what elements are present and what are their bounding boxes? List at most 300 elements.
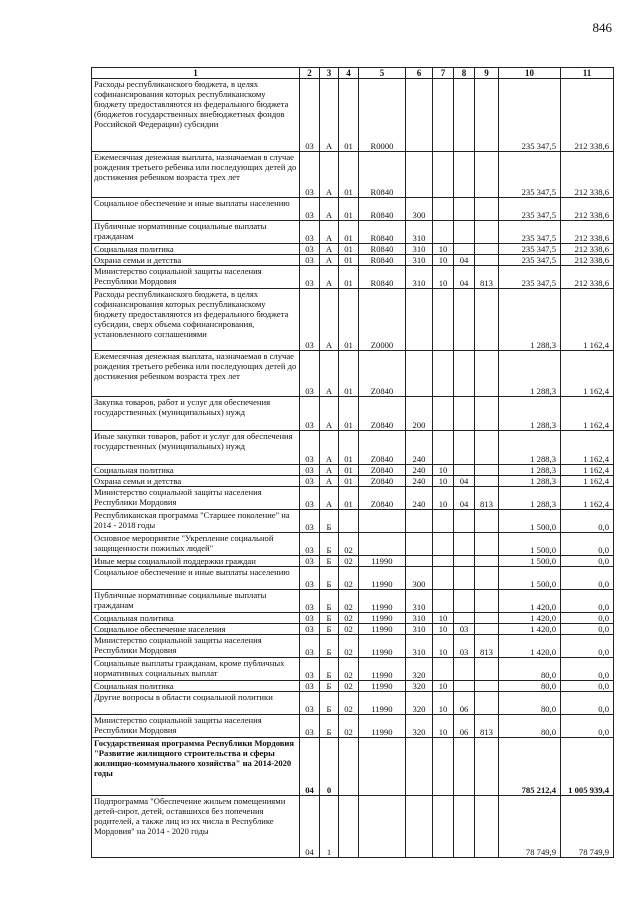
- table-cell: 11990: [359, 658, 406, 681]
- table-row: [92, 510, 614, 533]
- table-cell: 235 347,5: [499, 244, 561, 255]
- table-cell: [454, 590, 475, 613]
- table-cell: 03: [300, 635, 320, 658]
- table-cell: R0840: [359, 198, 406, 221]
- table-cell: [475, 510, 499, 533]
- table-cell: А: [320, 397, 339, 431]
- table-cell: А: [320, 465, 339, 476]
- table-cell: [433, 397, 454, 431]
- table-cell: 10: [433, 624, 454, 635]
- page-number: 846: [592, 20, 612, 35]
- table-cell: Социальная политика: [92, 465, 300, 476]
- table-cell: 10: [433, 692, 454, 715]
- column-header: 9: [475, 68, 499, 79]
- table-cell: Республиканская программа "Старшее поколение" на 2014 - 2018 годы: [92, 510, 300, 533]
- table-cell: 11990: [359, 613, 406, 624]
- table-cell: 11990: [359, 635, 406, 658]
- table-cell: [475, 79, 499, 152]
- table-cell: 01: [339, 198, 359, 221]
- table-cell: R0840: [359, 255, 406, 266]
- table-cell: 1 500,0: [499, 510, 561, 533]
- table-cell: Иные меры социальной поддержки граждан: [92, 556, 300, 567]
- table-cell: 320: [406, 715, 433, 738]
- table-cell: [475, 692, 499, 715]
- table-cell: 1 420,0: [499, 635, 561, 658]
- table-cell: Охрана семьи и детства: [92, 255, 300, 266]
- table-cell: 03: [300, 613, 320, 624]
- table-row: [92, 198, 614, 221]
- table-cell: 03: [300, 692, 320, 715]
- table-cell: Z0840: [359, 476, 406, 487]
- table-cell: А: [320, 255, 339, 266]
- table-cell: 01: [339, 289, 359, 351]
- table-cell: Основное мероприятие "Укрепление социальной защищенности пожилых людей": [92, 533, 300, 556]
- table-cell: [454, 244, 475, 255]
- table-cell: Социальная политика: [92, 681, 300, 692]
- table-cell: [359, 796, 406, 858]
- table-cell: 310: [406, 244, 433, 255]
- table-cell: Министерство социальной защиты населения Республики Мордовия: [92, 715, 300, 738]
- table-cell: Социальная политика: [92, 613, 300, 624]
- table-cell: [406, 738, 433, 796]
- table-cell: [454, 658, 475, 681]
- table-cell: 1 288,3: [499, 431, 561, 465]
- table-cell: 02: [339, 590, 359, 613]
- column-header: 11: [561, 68, 614, 79]
- table-row: [92, 255, 614, 266]
- table-cell: Социальное обеспечение и иные выплаты населению: [92, 567, 300, 590]
- table-cell: 240: [406, 465, 433, 476]
- table-cell: 03: [300, 351, 320, 397]
- table-cell: [433, 796, 454, 858]
- table-row: [92, 152, 614, 198]
- table-cell: 03: [300, 255, 320, 266]
- table-cell: 01: [339, 244, 359, 255]
- table-cell: 03: [300, 79, 320, 152]
- table-cell: 320: [406, 692, 433, 715]
- table-cell: 1 500,0: [499, 533, 561, 556]
- table-cell: Б: [320, 556, 339, 567]
- table-row: [92, 635, 614, 658]
- table-cell: [433, 510, 454, 533]
- table-cell: Z0840: [359, 465, 406, 476]
- table-cell: 310: [406, 590, 433, 613]
- table-cell: А: [320, 431, 339, 465]
- table-cell: 03: [300, 681, 320, 692]
- table-cell: R0000: [359, 79, 406, 152]
- table-cell: 240: [406, 476, 433, 487]
- table-cell: 235 347,5: [499, 255, 561, 266]
- table-cell: 200: [406, 397, 433, 431]
- column-header: 7: [433, 68, 454, 79]
- column-header: 1: [92, 68, 300, 79]
- table-cell: А: [320, 244, 339, 255]
- table-cell: 10: [433, 244, 454, 255]
- table-cell: 235 347,5: [499, 198, 561, 221]
- table-cell: 80,0: [499, 715, 561, 738]
- table-cell: 1 162,4: [561, 487, 614, 510]
- table-cell: Министерство социальной защиты населения Республики Мордовия: [92, 635, 300, 658]
- table-cell: 02: [339, 567, 359, 590]
- table-cell: 235 347,5: [499, 266, 561, 289]
- table-cell: 1 420,0: [499, 624, 561, 635]
- table-cell: [475, 221, 499, 244]
- table-cell: Социальная политика: [92, 244, 300, 255]
- table-cell: [454, 152, 475, 198]
- table-cell: 0,0: [561, 715, 614, 738]
- table-cell: 02: [339, 681, 359, 692]
- table-row: [92, 556, 614, 567]
- table-cell: 10: [433, 487, 454, 510]
- table-cell: [475, 351, 499, 397]
- table-cell: А: [320, 487, 339, 510]
- table-cell: 0,0: [561, 510, 614, 533]
- table-cell: 0,0: [561, 658, 614, 681]
- table-row: [92, 266, 614, 289]
- table-cell: [475, 289, 499, 351]
- table-cell: [454, 567, 475, 590]
- table-cell: 02: [339, 715, 359, 738]
- table-cell: Подпрограмма "Обеспечение жильем помещениями детей-сирот, детей, оставшихся без попечения родителей, а также лиц из их числа в Республике Мордовия" на 2014 - 2020 годы: [92, 796, 300, 858]
- table-cell: 78 749,9: [561, 796, 614, 858]
- table-cell: R0840: [359, 221, 406, 244]
- table-cell: 10: [433, 613, 454, 624]
- table-cell: 03: [300, 152, 320, 198]
- table-cell: Закупка товаров, работ и услуг для обеспечения государственных (муниципальных) нужд: [92, 397, 300, 431]
- table-cell: 1 420,0: [499, 613, 561, 624]
- table-cell: [454, 397, 475, 431]
- table-row: [92, 487, 614, 510]
- table-cell: Б: [320, 624, 339, 635]
- budget-table: [91, 67, 614, 858]
- table-cell: Ежемесячная денежная выплата, назначаемая в случае рождения третьего ребенка или последующих детей до достижения ребенком возраста трех лет: [92, 152, 300, 198]
- column-header: 8: [454, 68, 475, 79]
- table-cell: 10: [433, 476, 454, 487]
- table-row: [92, 289, 614, 351]
- table-cell: 300: [406, 567, 433, 590]
- table-cell: Б: [320, 567, 339, 590]
- table-cell: [454, 533, 475, 556]
- table-cell: 310: [406, 635, 433, 658]
- table-cell: Социальное обеспечение и иные выплаты населению: [92, 198, 300, 221]
- table-row: [92, 624, 614, 635]
- table-cell: [454, 556, 475, 567]
- table-cell: [454, 681, 475, 692]
- table-cell: 04: [454, 476, 475, 487]
- table-cell: [475, 476, 499, 487]
- table-cell: 1: [320, 796, 339, 858]
- table-cell: 03: [300, 715, 320, 738]
- table-cell: 03: [454, 624, 475, 635]
- column-header: 6: [406, 68, 433, 79]
- table-cell: [475, 590, 499, 613]
- table-row: [92, 476, 614, 487]
- table-cell: Министерство социальной защиты населения Республики Мордовия: [92, 487, 300, 510]
- table-cell: 02: [339, 692, 359, 715]
- table-cell: 310: [406, 221, 433, 244]
- table-cell: А: [320, 476, 339, 487]
- table-cell: 1 162,4: [561, 397, 614, 431]
- table-cell: 01: [339, 152, 359, 198]
- table-cell: Расходы республиканского бюджета, в целях софинансирования которых республиканскому бюджету предоставляются из федерального бюджета (бюджетов государственных внебюджетных фондов Российской Федерации) субсидии: [92, 79, 300, 152]
- table-cell: [406, 289, 433, 351]
- table-cell: 240: [406, 431, 433, 465]
- table-cell: 1 288,3: [499, 476, 561, 487]
- table-cell: 212 338,6: [561, 255, 614, 266]
- table-cell: А: [320, 289, 339, 351]
- table-cell: [359, 533, 406, 556]
- table-cell: 1 162,4: [561, 431, 614, 465]
- table-cell: [475, 152, 499, 198]
- table-cell: 0,0: [561, 613, 614, 624]
- table-cell: 01: [339, 351, 359, 397]
- table-row: [92, 658, 614, 681]
- table-cell: 01: [339, 476, 359, 487]
- table-cell: Б: [320, 715, 339, 738]
- table-cell: 02: [339, 533, 359, 556]
- table-cell: 1 288,3: [499, 487, 561, 510]
- table-cell: 03: [300, 465, 320, 476]
- table-row: [92, 567, 614, 590]
- table-cell: 01: [339, 431, 359, 465]
- table-cell: 06: [454, 692, 475, 715]
- table-cell: 0,0: [561, 567, 614, 590]
- table-cell: 1 288,3: [499, 289, 561, 351]
- table-cell: 11990: [359, 590, 406, 613]
- table-cell: 813: [475, 487, 499, 510]
- table-cell: [475, 624, 499, 635]
- table-cell: 1 288,3: [499, 351, 561, 397]
- table-cell: 03: [300, 590, 320, 613]
- table-cell: [433, 590, 454, 613]
- table-cell: 03: [300, 431, 320, 465]
- table-cell: Расходы республиканского бюджета, в целях софинансирования которых республиканскому бюджету предоставляются из федерального бюджета субсидии, сверх объема софинансирования, установленного соглашениями: [92, 289, 300, 351]
- table-cell: 80,0: [499, 692, 561, 715]
- table-row: [92, 533, 614, 556]
- column-header: 5: [359, 68, 406, 79]
- table-row: [92, 79, 614, 152]
- table-row: [92, 738, 614, 796]
- table-cell: 10: [433, 635, 454, 658]
- table-cell: 310: [406, 255, 433, 266]
- table-cell: Б: [320, 681, 339, 692]
- table-cell: Б: [320, 613, 339, 624]
- table-cell: [475, 533, 499, 556]
- table-cell: 1 162,4: [561, 476, 614, 487]
- table-cell: 03: [300, 397, 320, 431]
- table-cell: [406, 796, 433, 858]
- table-cell: 10: [433, 266, 454, 289]
- table-cell: R0840: [359, 266, 406, 289]
- table-cell: Б: [320, 635, 339, 658]
- table-cell: [433, 556, 454, 567]
- table-cell: А: [320, 152, 339, 198]
- table-cell: 1 005 939,4: [561, 738, 614, 796]
- table-cell: [475, 796, 499, 858]
- table-cell: 03: [454, 635, 475, 658]
- table-cell: Другие вопросы в области социальной политики: [92, 692, 300, 715]
- table-row: [92, 715, 614, 738]
- table-cell: 0,0: [561, 635, 614, 658]
- table-cell: 813: [475, 266, 499, 289]
- table-cell: 11990: [359, 692, 406, 715]
- table-cell: [475, 431, 499, 465]
- table-cell: Z0840: [359, 397, 406, 431]
- table-row: [92, 796, 614, 858]
- table-cell: [406, 556, 433, 567]
- table-cell: 0,0: [561, 533, 614, 556]
- table-cell: А: [320, 221, 339, 244]
- table-cell: 10: [433, 255, 454, 266]
- table-cell: [433, 79, 454, 152]
- table-cell: 11990: [359, 624, 406, 635]
- table-cell: [475, 567, 499, 590]
- table-cell: 212 338,6: [561, 244, 614, 255]
- table-cell: 1 420,0: [499, 590, 561, 613]
- table-cell: 04: [454, 266, 475, 289]
- table-cell: 1 500,0: [499, 567, 561, 590]
- table-row: [92, 465, 614, 476]
- table-cell: 240: [406, 487, 433, 510]
- table-cell: Б: [320, 533, 339, 556]
- table-cell: 03: [300, 624, 320, 635]
- table-cell: 03: [300, 533, 320, 556]
- table-cell: 11990: [359, 567, 406, 590]
- table-cell: [475, 397, 499, 431]
- table-cell: [454, 796, 475, 858]
- table-cell: Б: [320, 658, 339, 681]
- column-header: 4: [339, 68, 359, 79]
- table-row: [92, 397, 614, 431]
- table-cell: [433, 152, 454, 198]
- table-cell: А: [320, 79, 339, 152]
- table-cell: 11990: [359, 556, 406, 567]
- table-row: [92, 613, 614, 624]
- table-cell: R0840: [359, 152, 406, 198]
- table-cell: 212 338,6: [561, 152, 614, 198]
- table-cell: 212 338,6: [561, 198, 614, 221]
- table-cell: [406, 510, 433, 533]
- table-cell: 11990: [359, 681, 406, 692]
- table-cell: 1 162,4: [561, 351, 614, 397]
- table-cell: 10: [433, 681, 454, 692]
- table-cell: [433, 738, 454, 796]
- table-cell: 01: [339, 79, 359, 152]
- table-cell: 235 347,5: [499, 221, 561, 244]
- table-cell: 0: [320, 738, 339, 796]
- table-cell: 10: [433, 715, 454, 738]
- table-cell: 01: [339, 465, 359, 476]
- table-cell: 235 347,5: [499, 152, 561, 198]
- table-cell: [433, 658, 454, 681]
- table-cell: 320: [406, 681, 433, 692]
- table-cell: 78 749,9: [499, 796, 561, 858]
- table-cell: 02: [339, 658, 359, 681]
- table-cell: [454, 289, 475, 351]
- table-cell: 04: [300, 738, 320, 796]
- table-cell: Государственная программа Республики Мордовия "Развитие жилищного строительства и сферы жилищно-коммунального хозяйства" на 2014-2020 годы: [92, 738, 300, 796]
- header-row: [92, 68, 614, 79]
- table-cell: [475, 244, 499, 255]
- column-header: 10: [499, 68, 561, 79]
- table-row: [92, 692, 614, 715]
- table-cell: 813: [475, 715, 499, 738]
- table-cell: [454, 79, 475, 152]
- table-cell: 1 162,4: [561, 289, 614, 351]
- table-cell: 06: [454, 715, 475, 738]
- table-cell: [359, 738, 406, 796]
- table-cell: [454, 431, 475, 465]
- table-row: [92, 431, 614, 465]
- table-cell: [475, 681, 499, 692]
- table-cell: 03: [300, 510, 320, 533]
- table-cell: 01: [339, 221, 359, 244]
- table-cell: 785 212,4: [499, 738, 561, 796]
- table-cell: [454, 198, 475, 221]
- table-cell: [433, 221, 454, 244]
- table-cell: Z0840: [359, 431, 406, 465]
- table-cell: 0,0: [561, 624, 614, 635]
- table-cell: [359, 510, 406, 533]
- table-cell: Ежемесячная денежная выплата, назначаемая в случае рождения третьего ребенка или последующих детей до достижения ребенком возраста трех лет: [92, 351, 300, 397]
- table-cell: 03: [300, 221, 320, 244]
- table-cell: [339, 738, 359, 796]
- table-cell: Z0840: [359, 487, 406, 510]
- table-cell: 03: [300, 556, 320, 567]
- table-cell: Публичные нормативные социальные выплаты гражданам: [92, 221, 300, 244]
- table-cell: [406, 533, 433, 556]
- table-cell: [339, 796, 359, 858]
- table-cell: 02: [339, 635, 359, 658]
- table-cell: 03: [300, 244, 320, 255]
- table-cell: 03: [300, 567, 320, 590]
- table-cell: 212 338,6: [561, 266, 614, 289]
- table-cell: Социальные выплаты гражданам, кроме публичных нормативных социальных выплат: [92, 658, 300, 681]
- table-cell: 01: [339, 266, 359, 289]
- column-header: 2: [300, 68, 320, 79]
- table-cell: R0840: [359, 244, 406, 255]
- table-cell: [475, 465, 499, 476]
- table-cell: [454, 738, 475, 796]
- table-cell: [475, 658, 499, 681]
- table-cell: 11990: [359, 715, 406, 738]
- table-cell: [454, 351, 475, 397]
- table-cell: 04: [454, 487, 475, 510]
- table-row: [92, 681, 614, 692]
- table-cell: Z0840: [359, 351, 406, 397]
- table-cell: 212 338,6: [561, 221, 614, 244]
- table-cell: 03: [300, 266, 320, 289]
- table-cell: [433, 533, 454, 556]
- table-cell: 1 162,4: [561, 465, 614, 476]
- table-cell: 03: [300, 476, 320, 487]
- table-cell: 310: [406, 613, 433, 624]
- table-cell: Охрана семьи и детства: [92, 476, 300, 487]
- table-cell: [433, 351, 454, 397]
- table-cell: 320: [406, 658, 433, 681]
- table-cell: 02: [339, 613, 359, 624]
- table-cell: [406, 152, 433, 198]
- table-cell: 10: [433, 465, 454, 476]
- table-cell: 03: [300, 289, 320, 351]
- table-cell: 80,0: [499, 658, 561, 681]
- table-cell: 300: [406, 198, 433, 221]
- table-cell: Иные закупки товаров, работ и услуг для обеспечения государственных (муниципальных) нужд: [92, 431, 300, 465]
- table-cell: 310: [406, 266, 433, 289]
- table-cell: Министерство социальной защиты населения Республики Мордовия: [92, 266, 300, 289]
- table-cell: [433, 431, 454, 465]
- table-cell: [475, 198, 499, 221]
